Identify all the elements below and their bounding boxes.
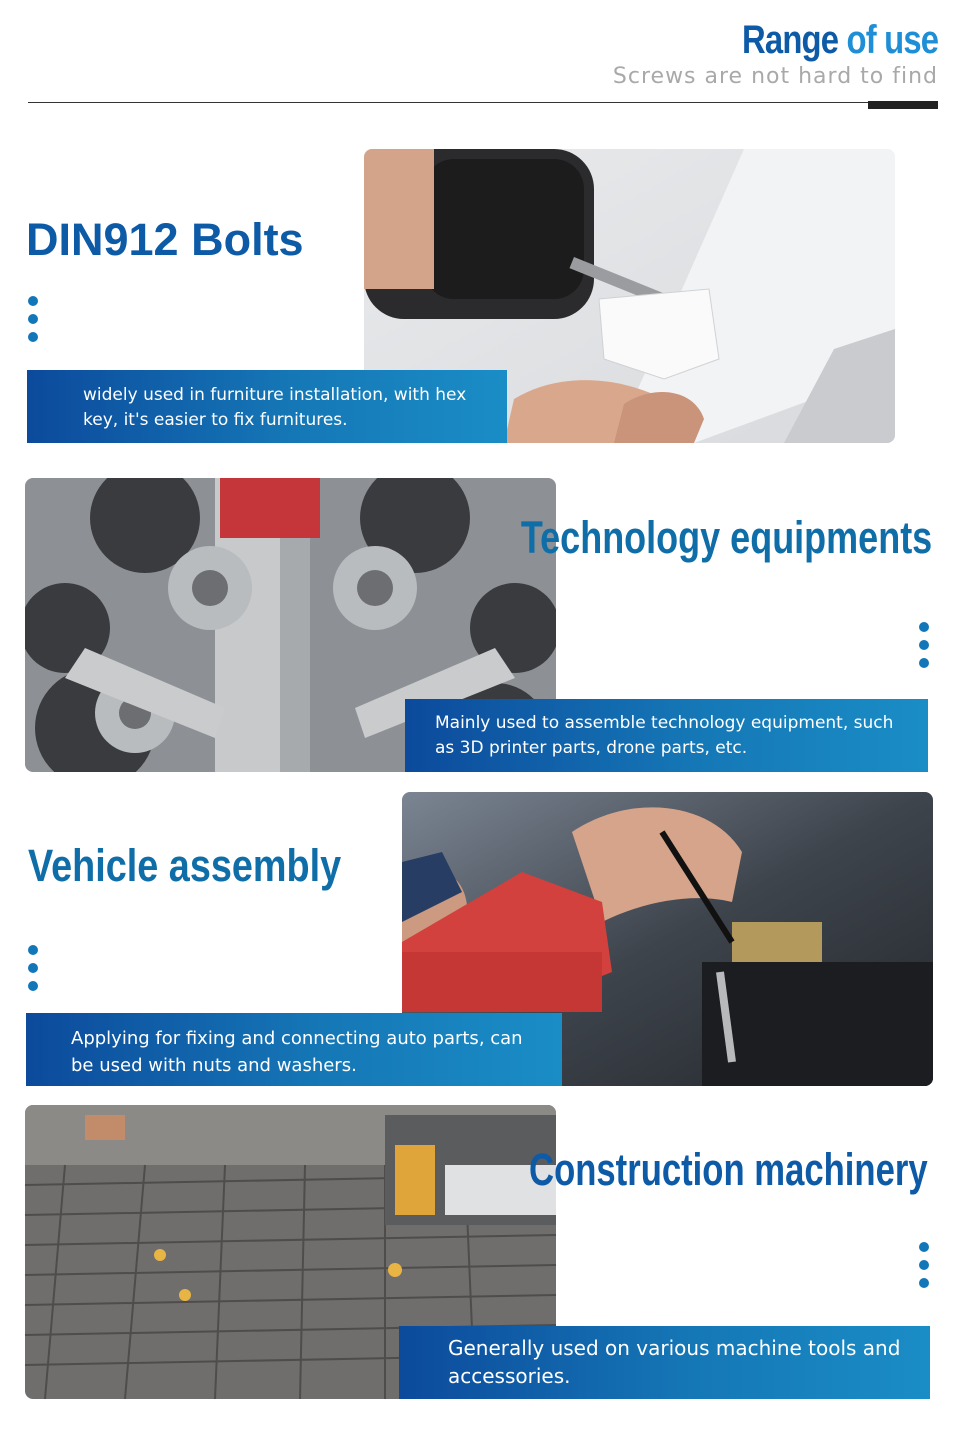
section-title-technology: Technology equipments [520, 512, 932, 563]
section4-dots [919, 1242, 931, 1296]
bullet-dot-icon [919, 1260, 929, 1270]
bullet-dot-icon [28, 332, 38, 342]
section-title-vehicle: Vehicle assembly [28, 840, 342, 891]
section3-dots [28, 945, 40, 999]
bullet-dot-icon [28, 981, 38, 991]
section-title-din912: DIN912 Bolts [26, 214, 304, 265]
section1-dots [28, 296, 40, 350]
bullet-dot-icon [919, 640, 929, 650]
bullet-dot-icon [919, 658, 929, 668]
section2-dots [919, 622, 931, 676]
bullet-dot-icon [28, 296, 38, 306]
bullet-dot-icon [28, 963, 38, 973]
section-title-construction: Construction machinery [529, 1144, 928, 1195]
page-title-part2: of use [846, 18, 938, 62]
section1-caption: widely used in furniture installation, with hex key, it's easier to fix furnitures. [27, 370, 507, 443]
bullet-dot-icon [919, 1242, 929, 1252]
header-divider [28, 102, 938, 103]
page-subtitle: Screws are not hard to find [612, 64, 938, 89]
header-accent-bar [868, 101, 938, 109]
section3-caption: Applying for fixing and connecting auto parts, can be used with nuts and washers. [26, 1013, 562, 1086]
page-title [742, 18, 938, 63]
section2-caption: Mainly used to assemble technology equipment, such as 3D printer parts, drone parts, etc. [405, 699, 928, 772]
section4-caption: Generally used on various machine tools and accessories. [399, 1326, 930, 1399]
page-title-part1: Range [741, 18, 839, 62]
bullet-dot-icon [28, 945, 38, 955]
bullet-dot-icon [28, 314, 38, 324]
bullet-dot-icon [919, 622, 929, 632]
bullet-dot-icon [919, 1278, 929, 1288]
